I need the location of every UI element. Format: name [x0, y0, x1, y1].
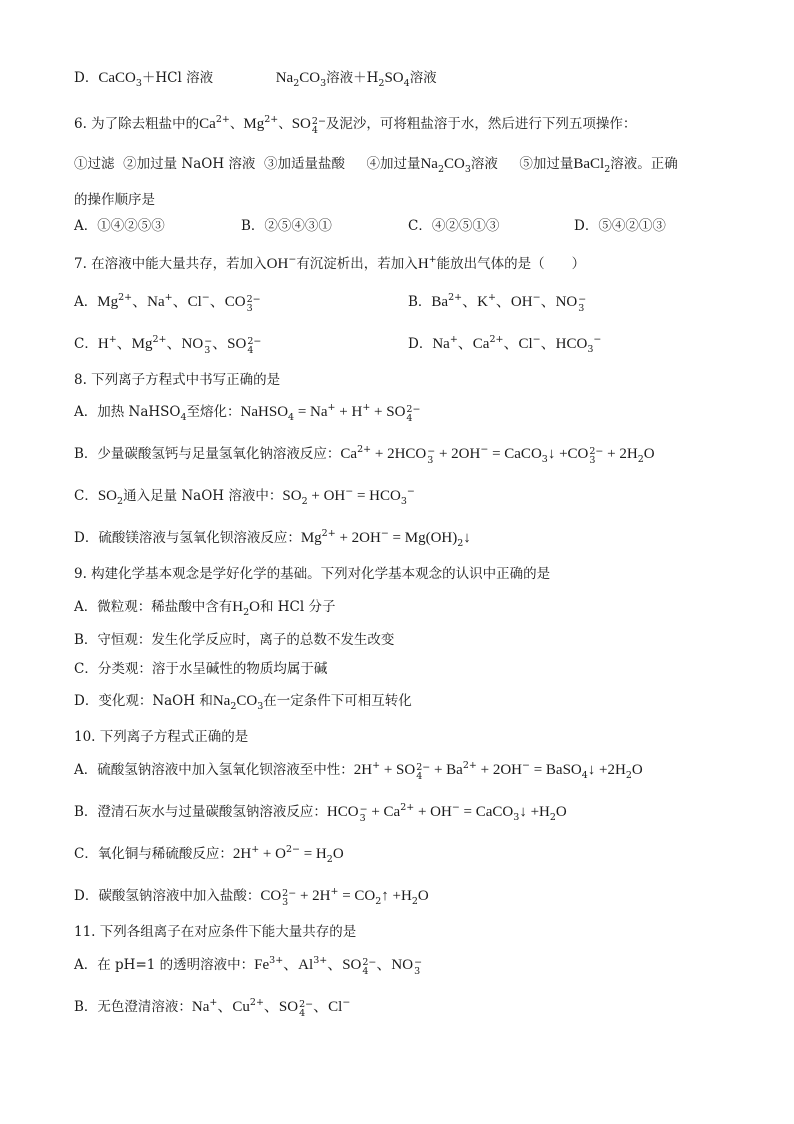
q7-option-b: B．$Ba^{2+}$、K+、OH−、NO − 3 [408, 292, 587, 314]
q10-stem: 10. 下列离子方程式正确的是 [74, 729, 249, 745]
q6-option-d: D．⑤④②①③ [574, 218, 666, 234]
q9-option-b: B．守恒观：发生化学反应时，离子的总数不发生改变 [74, 632, 395, 648]
q11-option-a: A．在 pH=1 的透明溶液中：$Fe^{3+}$、$Al^{3+}$、SO 2− 4 、NO − 3 [74, 955, 423, 977]
q8-stem: 8. 下列离子方程式中书写正确的是 [74, 372, 281, 388]
q6-operations: ①过滤 ②加过量 NaOH 溶液 ③加适量盐酸 ④加过量$Na_2CO_3$溶液 ⑤加过量BaCl$_2$溶液。正确 [74, 156, 678, 175]
q10-option-d: D．碳酸氢钠溶液中加入盐酸：CO 2− 3 + $2H^+ = CO_2↑ +H_2O$ [74, 886, 429, 908]
q9-option-c: C．分类观：溶于水呈碱性的物质均属于碱 [74, 661, 328, 677]
q9-stem: 9. 构建化学基本观念是学好化学的基础。下列对化学基本观念的认识中正确的是 [74, 566, 551, 582]
q11-stem: 11. 下列各组离子在对应条件下能大量共存的是 [74, 924, 357, 940]
q10-option-c: C．氧化铜与稀硫酸反应：$2H^+ + O^{2-} = H_2O$ [74, 844, 344, 865]
q8-option-c: C．$SO_2$通入足量 NaOH 溶液中：$SO_2 + OH^- = HCO_3^-$ [74, 486, 415, 507]
q6-stem-cont: 的操作顺序是 [74, 192, 155, 208]
q6-stem: 6. 为了除去粗盐中的$Ca^{2+}$、$Mg^{2+}$、SO 2− 4 及泥沙，可将粗盐溶于水，然后进行下列五项操作： [74, 114, 637, 136]
q9-option-d: D．变化观：NaOH 和$Na_2CO_3$在一定条件下可相互转化 [74, 693, 412, 712]
q6-option-b: B．②⑤④③① [241, 218, 332, 234]
q7-option-c: C．H+、$Mg^{2+}$、NO − 3 、SO 2− 4 [74, 334, 262, 356]
q6-option-a: A．①④②⑤③ [74, 218, 165, 234]
q9-option-a: A．微粒观：稀盐酸中含有$H_2O$和 HCl 分子 [74, 599, 336, 618]
q8-option-b: B．少量碳酸氢钙与足量氢氧化钠溶液反应：$Ca^{2+} + 2HCO$ − 3 + 2OH− = CaCO$_3$↓ +CO 2− 3 + $2H_2O$ [74, 444, 655, 466]
q7-option-d: D．Na+、$Ca^{2+}$、Cl−、$HCO_3^-$ [408, 334, 602, 355]
q7-stem: 7. 在溶液中能大量共存，若加入OH−有沉淀析出，若加入H+能放出气体的是（ ） [74, 254, 586, 272]
q5-option-d: D．CaCO$_3$＋HCl 溶液 $Na_2CO_3$溶液$+H_2SO_4$溶液 [74, 70, 437, 89]
q6-option-c: C．④②⑤①③ [408, 218, 500, 234]
q8-option-d: D．硫酸镁溶液与氢氧化钡溶液反应：$Mg^{2+} + 2OH^-$ = $Mg(OH)_2↓$ [74, 528, 471, 549]
q11-option-b: B．无色澄清溶液：Na+、$Cu^{2+}$、SO 2− 4 、Cl− [74, 997, 351, 1019]
q10-option-b: B．澄清石灰水与过量碳酸氢钠溶液反应：HCO − 3 + $Ca^{2+} + OH^-$ = CaCO$_3$↓ $+H_2O$ [74, 802, 567, 824]
q8-option-a: A．加热 NaHSO$_4$至熔化：NaHSO$_4$ = Na+ + H+ + SO 2− 4 [74, 402, 421, 424]
q7-option-a: A．$Mg^{2+}$、Na+、Cl−、CO 2− 3 [74, 292, 261, 314]
q10-option-a: A．硫酸氢钠溶液中加入氢氧化钡溶液至中性：2H+ + SO 2− 4 + $Ba^{2+} + 2OH^-$ = BaSO$_4$↓ $+2H_2O$ [74, 760, 643, 782]
